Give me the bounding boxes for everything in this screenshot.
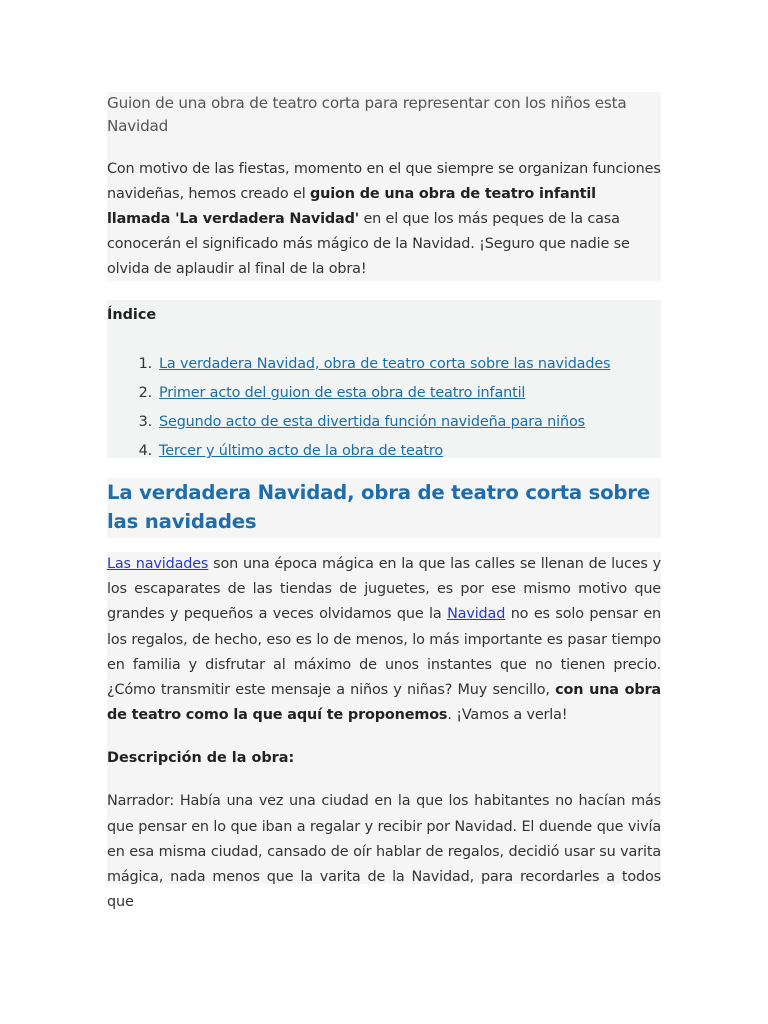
article — [107, 92, 661, 911]
section-paragraph — [107, 552, 661, 728]
paragraph-bold-text: con una obra de teatro como la que aquí te proponemos — [107, 682, 661, 724]
toc-item — [107, 350, 610, 379]
navidades-link[interactable]: Las navidades — [107, 556, 209, 572]
intro-block — [107, 92, 661, 281]
paragraph-text: no es solo pensar en los regalos, de hecho, eso es lo de menos, lo más importante es pasar tiempo en familia y disfrutar al máximo de unos instantes que no tienen precio. ¿Cómo transmitir este mensaje a niños y niñas? Muy sencillo, — [107, 606, 661, 699]
toc-link-3[interactable]: Segundo acto de esta divertida función navideña para niños — [159, 414, 585, 430]
toc-item — [107, 379, 610, 408]
paragraph-text: son una época mágica en la que las calles se llenan de luces y los escaparates de las tiendas de juguetes, es por ese mismo motivo que grandes y pequeños a veces olvidamos que la — [107, 556, 661, 623]
intro-text-start: Con motivo de las fiestas, momento en el que siempre se organizan funciones navideñas, hemos creado el — [107, 161, 661, 202]
toc-link-2[interactable]: Primer acto del guion de esta obra de teatro infantil — [159, 385, 526, 401]
toc-item — [107, 437, 610, 466]
toc-link-1[interactable]: La verdadera Navidad, obra de teatro corta sobre las navidades — [159, 356, 611, 372]
narrator-paragraph: Narrador: Había una vez una ciudad en la que los habitantes no hacían más que pensar en lo que iban a regalar y recibir por Navidad. El duende que vivía en esa misma ciudad, cansado de oír hablar de regalos, decidió usar su varita mágica, nada menos que la varita de la Navidad, para recordarles a todos que — [107, 793, 661, 911]
toc-item — [107, 408, 610, 437]
toc-list — [107, 350, 610, 466]
article-subtitle: Guion de una obra de teatro corta para representar con los niños esta Navidad — [107, 94, 627, 135]
section-heading: La verdadera Navidad, obra de teatro corta sobre las navidades — [107, 478, 661, 538]
toc-title: Índice — [107, 307, 157, 323]
table-of-contents — [107, 300, 661, 458]
paragraph-text: . ¡Vamos a verla! — [447, 707, 568, 724]
intro-paragraph — [107, 138, 661, 282]
navidad-link[interactable]: Navidad — [447, 606, 506, 623]
intro-text-end: en el que los más peques de la casa conocerán el significado más mágico de la Navidad. ¡Seguro que nadie se olvida de aplaudir al final de la obra! — [107, 211, 630, 277]
toc-item-number: 1. — [138, 356, 152, 372]
toc-item-number: 2. — [138, 385, 152, 401]
section-body — [107, 552, 661, 911]
toc-link-4[interactable]: Tercer y último acto de la obra de teatro — [159, 443, 444, 459]
toc-item-number: 3. — [138, 414, 152, 430]
description-title: Descripción de la obra: — [107, 750, 295, 767]
toc-item-number: 4. — [138, 443, 152, 459]
intro-bold-text: guion de una obra de teatro infantil llamada 'La verdadera Navidad' — [107, 186, 596, 227]
